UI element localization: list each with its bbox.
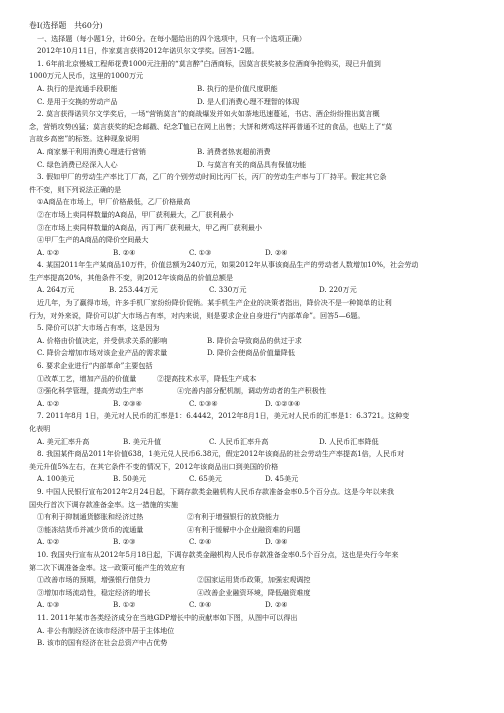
q6-statement-4: ④完善内部分配机制，调动劳动者的生产积极性 [177,386,326,396]
q8-option-a: A. 100美元 [37,474,75,484]
q3-statement-4: ④甲厂生产的A商品的降价空间最大 [37,235,149,245]
q1-stem-cont: 1000万元人民币，这里的1000万元 [29,71,144,81]
q6-option-c: C. ①③④ [189,398,218,408]
q9-option-d: D. ③④ [265,537,288,547]
q8-option-c: C. 65美元 [189,474,222,484]
q3-options [29,247,489,260]
q5-option-a: A. 价格由价值决定，并受供求关系的影响 [37,335,168,345]
q3-statement-3: ③在市场上卖同样数量的A商品，丙丁两厂获利最大，甲乙两厂获利最小 [37,222,263,232]
q1-option-d: D. 是人们消费心理不理智的体现 [197,96,300,106]
q1-option-c: C. 是用于交换的劳动产品 [37,96,118,106]
q9-statement-2: ②有利于增强银行的放贷能力 [187,512,280,522]
q2-option-c: C. 绿色消费已经深入人心 [37,159,118,169]
q11-option-b: B. 该市的国有经济在社会总资产中占优势 [37,638,168,648]
q9-statement-1: ①有利于抑制通货膨胀和经济过热 [37,512,144,522]
q7-option-d: D. 人民币汇率降低 [319,436,379,446]
q10-stem: 10. 我国央行宣布从2012年5月18日起，下调存款类金融机构人民币存款准备金率0.5个百分点，这也是央行今年来 [37,549,399,559]
q3-stem-cont: 件不变，则下列说法正确的是 [29,184,122,194]
q9-statement-3: ③能冻结货币并减少货币的流通量 [37,524,144,534]
q10-statements-12 [29,574,489,587]
q8-stem-cont: 美元升值5%左右，在其它条件不变的情况下，2012年该商品出口到美国的价格 [29,461,279,471]
q5-options-cd [29,347,489,360]
q2-stem-cont: 念，营销攻势凶猛；莫言获奖的纪念邮戳、纪念T恤已在网上出售；大饼和烤鸡这样再普通不过的食品，也贴上了“莫 [29,121,393,131]
q4-option-c: C. 330万元 [209,285,247,295]
q6-option-d: D. ①②③④ [265,398,301,408]
q9-stem: 9. 中国人民银行宣布2012年2月24日起，下调存款类金融机构人民币存款准备金率0.5个百分点。这是今年以来我 [37,486,394,496]
q6-statement-3: ③强化科学管理，提高劳动生产率 [37,386,144,396]
q4-option-a: A. 264万元 [37,285,75,295]
q2-options-ab [29,146,489,159]
q4-stem: 4. 某国2011年生产某商品10万件，价值总额为240万元，如果2012年从事该商品生产的劳动者人数增加10%，社会劳动 [37,260,419,270]
q10-options [29,599,489,612]
q10-stem-cont: 第二次下调准备金率。这一政策可能产生的效应有 [29,562,186,572]
q9-option-a: A. ①② [37,537,60,547]
q9-option-b: B. ②③ [113,537,136,547]
q5-option-d: D. 降价会使商品价值量降低 [207,348,295,358]
q8-option-b: B. 50美元 [113,474,146,484]
context-2: 近几年，为了赢得市场，许多手机厂家纷纷降价促销。某手机生产企业的决策者指出，降价决不是一种简单的让利 [37,298,392,308]
q8-stem: 8. 我国某件商品2011年价值638，1美元兑人民币6.38元，假定2012年该商品的社会劳动生产率提高1倍，人民币对 [37,449,405,459]
exam-page [29,20,489,650]
q2-options-cd [29,159,489,172]
q2-option-d: D. 与莫言有关的商品具有保值功能 [197,159,307,169]
q3-option-a: A. ①② [37,247,60,257]
q2-option-a: A. 商家暴干利用消费心理进行营销 [37,146,146,156]
q6-options [29,398,489,411]
q4-option-b: B. 253.44万元 [109,285,158,295]
instruction: 一、选择题（每小题1分，计60分。在每小题给出的四个选项中，只有一个选项正确） [37,33,306,43]
section-header: 卷Ⅰ(选择题 共60分) [29,21,103,30]
q2-option-b: B. 消费者热衷超前消费 [197,146,271,156]
q8-options [29,473,489,486]
q9-stem-cont: 国央行首次下调存款准备金率。这一措施的实施 [29,499,178,509]
q7-options [29,436,489,449]
q6-stem: 6. 要求企业进行“内部革命”主要包括 [37,361,153,371]
q3-option-d: D. ②④ [265,247,288,257]
q10-statement-3: ③增加市场流动性，稳定经济的增长 [37,587,151,597]
q5-stem: 5. 降价可以扩大市场占有率，这是因为 [37,323,160,333]
q3-statement-1: ①A商品在市场上，甲厂价格最低，乙厂价格最高 [37,197,191,207]
q3-statement-2: ②在市场上卖同样数量的A商品，甲厂获利最大，乙厂获利最小 [37,209,234,219]
q10-statement-1: ①改善市场的预期，增强银行借贷力 [37,575,151,585]
q4-option-d: D. 220万元 [319,285,357,295]
q5-option-c: C. 降价会增加市场对该企业产品的需求量 [37,348,168,358]
context-2-cont: 行为，对外来说，降价可以扩大市场占有率，对内来说，则是要求企业自身进行“内部革命”。回答5—6题。 [29,310,365,320]
q6-option-b: B. ②③④ [113,398,142,408]
q9-statement-4: ④有利于缓解中小企业融资难的问题 [187,524,301,534]
q3-option-b: B. ②④ [113,247,136,257]
q1-option-a: A. 执行的是流通手段职能 [37,83,118,93]
q6-statement-2: ②提高技术水平，降低生产成本 [157,373,257,383]
q4-stem-cont: 生产率提高20%，其他条件不变，则2012年该商品的价值总额是 [29,272,234,282]
q7-stem-cont: 化表明 [29,424,51,433]
q6-statement-1: ①改革工艺，增加产品的价值量 [37,373,137,383]
q10-statement-2: ②国家运用货币政策，加强宏观调控 [197,575,311,585]
q8-option-d: D. 45美元 [265,474,299,484]
q3-stem: 3. 假如甲厂的劳动生产率比丁厂高，乙厂的个别劳动时间比丙厂长，丙厂的劳动生产率与丁厂持平。假定其它条 [37,172,387,182]
q11-stem: 11. 2011年某市各类经济成分在当地GDP增长中的贡献率如下图，从图中可以得出 [37,612,298,622]
q7-option-c: C. 人民币汇率升高 [209,436,269,446]
q1-options-cd [29,96,489,109]
q9-options [29,536,489,549]
q2-stem: 2. 莫言获得诺贝尔文学奖后，一场“营销莫言”的商战爆发并如火如荼地迅速蔓延，书店、酒企纷纷推出莫言概 [37,109,380,119]
q5-options-ab [29,335,489,348]
q9-statements-34 [29,524,489,537]
q10-option-a: A. ①③ [37,600,60,610]
q1-option-b: B. 执行的是价值尺度职能 [197,83,278,93]
q1-options-ab [29,83,489,96]
q1-stem: 1. 6年前北京慢城工程师花费1000元注册的“莫言醉”白酒商标，因莫言获奖被多位酒商争抢购买，现已升值到 [37,58,381,68]
context-1: 2012年10月11日，作家莫言获得2012年诺贝尔文学奖。回答1-2题。 [37,46,259,56]
q10-option-c: C. ③④ [189,600,212,610]
q2-stem-cont-2: 言故乡高密”的标签。这种现象说明 [29,134,140,144]
q3-option-c: C. ①③ [189,247,212,257]
q10-option-d: D. ②④ [265,600,288,610]
q6-option-a: A. ①② [37,398,60,408]
q6-statements-12 [29,373,489,386]
q7-stem: 7. 2011年8月 1日，美元对人民币的汇率是1：6.4442，2012年8月1日，美元对人民币的汇率是1：6.3721。这种变 [37,411,410,421]
q5-option-b: B. 降价会导致商品的供过于求 [207,335,302,345]
q10-statement-4: ④改善企业融资环境，降低融资难度 [197,587,311,597]
q9-statements-12 [29,511,489,524]
q6-statements-34 [29,385,489,398]
q4-options [29,284,489,297]
q7-option-b: B. 美元升值 [123,436,162,446]
q9-option-c: C. ②④ [189,537,212,547]
q10-option-b: B. ①② [113,600,136,610]
q7-option-a: A. 美元汇率升高 [37,436,90,446]
q11-option-a: A. 非公有制经济在该市经济中居于主体地位 [37,625,175,635]
q10-statements-34 [29,587,489,600]
